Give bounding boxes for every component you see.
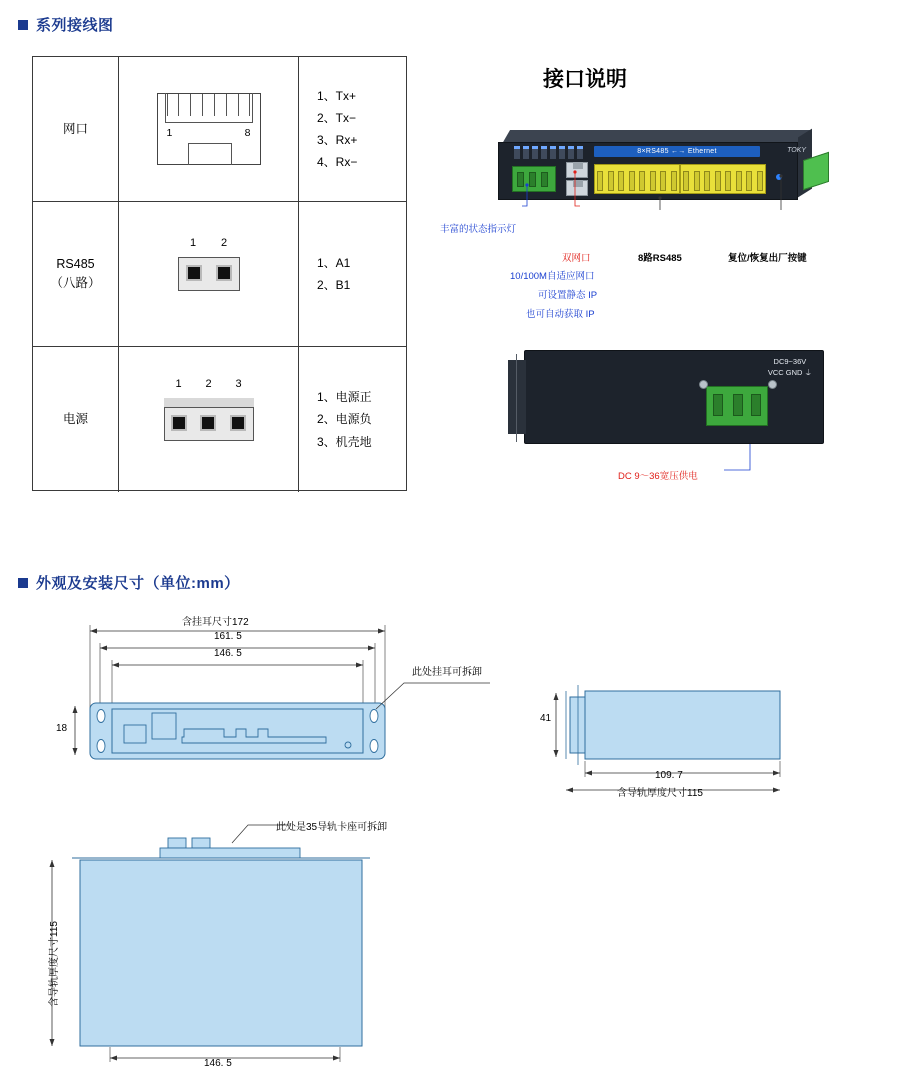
pin-item: 4、Rx− bbox=[317, 155, 358, 170]
section-title-dimensions: 外观及安装尺寸（单位:mm） bbox=[36, 575, 240, 592]
pin-item: 2、电源负 bbox=[317, 412, 372, 427]
rj45-connector-icon bbox=[157, 93, 261, 165]
bullet-square-icon bbox=[18, 20, 28, 30]
rj45-pin8-label: 8 bbox=[244, 127, 251, 139]
front-view-drawing bbox=[0, 585, 900, 1073]
row-label-network: 网口 bbox=[62, 121, 88, 136]
port-bar-label-strip bbox=[594, 146, 760, 157]
device-side-illustration bbox=[500, 342, 840, 462]
pin-item: 3、Rx+ bbox=[317, 133, 358, 147]
pin-item: 1、A1 bbox=[317, 255, 351, 270]
section-title-wiring: 系列接线图 bbox=[36, 17, 114, 34]
row-label-rs485-line1: RS485 bbox=[56, 257, 95, 272]
terminal-num: 2 bbox=[220, 237, 228, 249]
row-label-power: 电源 bbox=[62, 412, 88, 427]
callout-reset-button: 复位/恢复出厂按键 bbox=[728, 253, 807, 264]
terminal-num: 1 bbox=[189, 237, 197, 249]
terminal-num: 1 bbox=[175, 378, 182, 390]
callout-dhcp: 也可自动获取 IP bbox=[526, 309, 595, 320]
dim-front-146-5: 146. 5 bbox=[204, 1058, 232, 1069]
callout-8-rs485: 8路RS485 bbox=[638, 253, 682, 264]
callout-static-ip: 可设置静态 IP bbox=[538, 290, 598, 301]
ethernet-port-1 bbox=[566, 162, 588, 178]
row-name-cell bbox=[33, 202, 119, 346]
dim-109-7: 109. 7 bbox=[655, 770, 683, 781]
row-pins-cell bbox=[299, 347, 406, 492]
callout-status-leds: 丰富的状态指示灯 bbox=[440, 224, 517, 235]
dim-41: 41 bbox=[540, 713, 552, 724]
callout-power-input: DC 9～36宽压供电 bbox=[618, 471, 698, 482]
brand-logo: TOKY bbox=[787, 147, 806, 154]
screw-icon bbox=[699, 380, 708, 389]
row-label-rs485-line2: （八路） bbox=[50, 276, 101, 290]
status-leds bbox=[514, 146, 584, 162]
dim-146-5: 146. 5 bbox=[214, 648, 242, 659]
row-connector-cell bbox=[119, 202, 299, 346]
power-label-voltage: DC9~36V bbox=[773, 357, 807, 366]
pin-item: 1、电源正 bbox=[317, 390, 372, 405]
table-row bbox=[33, 57, 406, 202]
note-rail-clip: 此处是35导轨卡座可拆卸 bbox=[276, 822, 388, 833]
section-header-wiring bbox=[18, 14, 114, 35]
dim-rail-thickness: 含导轨厚度尺寸115 bbox=[617, 788, 703, 799]
note-ear-removable: 此处挂耳可拆卸 bbox=[412, 667, 482, 678]
terminal-num: 3 bbox=[235, 378, 242, 390]
row-label-rs485 bbox=[50, 255, 100, 293]
reset-button-led bbox=[776, 174, 782, 180]
pin-item: 1、Tx+ bbox=[317, 88, 357, 103]
callout-dual-ethernet: 双网口 bbox=[562, 253, 591, 264]
table-row bbox=[33, 202, 406, 347]
terminal-num: 2 bbox=[205, 378, 212, 390]
dim-front-vertical: 含导轨厚度尺寸115 bbox=[49, 921, 60, 1007]
row-name-cell bbox=[33, 347, 119, 492]
row-pins-cell bbox=[299, 202, 406, 346]
row-connector-cell bbox=[119, 347, 299, 492]
port-bar-label: 8×RS485 ←→ Ethernet bbox=[637, 148, 717, 155]
pin-item: 2、B1 bbox=[317, 278, 351, 292]
dim-with-ears: 含挂耳尺寸172 bbox=[182, 617, 249, 628]
screw-icon bbox=[768, 380, 777, 389]
row-name-cell bbox=[33, 57, 119, 201]
dimension-drawings bbox=[0, 585, 900, 1073]
device-front-illustration bbox=[498, 130, 820, 208]
pin-item: 2、Tx− bbox=[317, 110, 357, 125]
row-connector-cell bbox=[119, 57, 299, 201]
rs485-terminal-block bbox=[594, 164, 766, 194]
green-terminal bbox=[512, 166, 556, 192]
callout-autoneg: 10/100M自适应网口 bbox=[510, 271, 595, 282]
power-label-block bbox=[768, 356, 812, 379]
pin-item: 3、机壳地 bbox=[317, 434, 372, 449]
ethernet-port-2 bbox=[566, 180, 588, 196]
terminal-block-2pos-icon bbox=[178, 237, 240, 291]
wiring-table bbox=[32, 56, 407, 491]
dim-161-5: 161. 5 bbox=[214, 631, 242, 642]
terminal-block-3pos-icon bbox=[164, 378, 254, 441]
power-label-pins: VCC GND ⏚ bbox=[767, 368, 812, 378]
table-row bbox=[33, 347, 406, 492]
dim-18: 18 bbox=[56, 723, 68, 734]
interface-title: 接口说明 bbox=[543, 68, 627, 91]
rj45-pin1-label: 1 bbox=[166, 127, 173, 139]
row-pins-cell bbox=[299, 57, 406, 201]
power-green-terminal bbox=[706, 386, 768, 426]
